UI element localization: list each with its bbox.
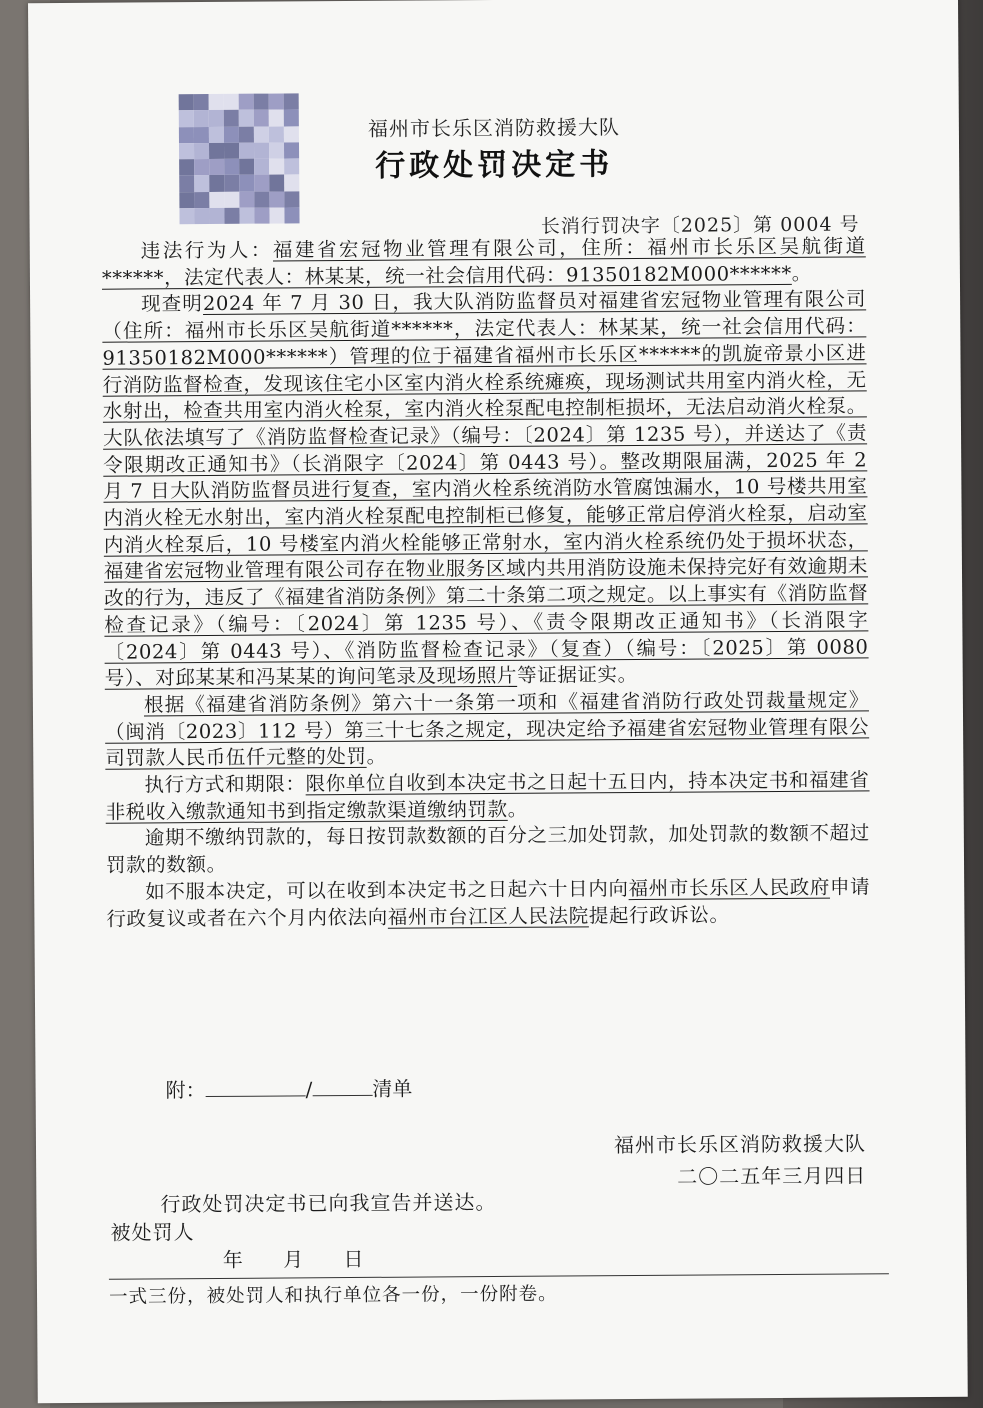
signature-agency: 福州市长乐区消防救援大队: [613, 1131, 867, 1158]
appeal-text: 如不服本决定，可以在收到本决定书之日起六十日内向: [145, 876, 629, 904]
appeal-text: 申请行政复议或者在六个月内依法向: [106, 875, 871, 931]
receipt-date: 年 月 日: [222, 1246, 364, 1272]
execution-paragraph: [105, 767, 869, 826]
findings-paragraph: [102, 287, 869, 693]
decision-text: 根据《福建省消防条例》第六十一条第一项和《福建省消防行政处罚裁量规定》（闽消〔2023〕112 号）第三十七条之规定，现决定给予福建省宏冠物业管理有限公司罚款人民币伍仟元整的处罚: [105, 688, 870, 771]
document-number: 长消行罚决字〔2025〕第 0004 号: [540, 213, 860, 238]
divider: [109, 1273, 889, 1279]
appeal-government: 福州市长乐区人民政府: [628, 875, 831, 900]
punct: 。: [507, 797, 528, 821]
attachment-suffix: 清单: [372, 1076, 413, 1101]
findings-tail: 等证据证实。: [516, 663, 638, 688]
findings-date: 2024 年 7 月 30 日: [202, 291, 393, 316]
decision-paragraph: [105, 687, 870, 772]
punct: 。: [791, 261, 812, 285]
attachment-line: [165, 1073, 412, 1104]
punct: 。: [366, 745, 387, 769]
overdue-paragraph: 逾期不缴纳罚款的，每日按罚款数额的百分之三加处罚款，加处罚款的数额不超过罚款的数额。: [105, 821, 870, 877]
attachment-blank: [206, 1077, 306, 1097]
party-details: 福建省宏冠物业管理有限公司，住所：福州市长乐区吴航街道******，法定代表人：林某某，统一社会信用代码：91350182M000******: [101, 234, 866, 290]
execution-label: 执行方式和期限：: [144, 772, 306, 797]
attachment-blank: [312, 1077, 372, 1096]
signature-date: 二〇二五年三月四日: [677, 1163, 867, 1189]
attachment-label: 附：: [165, 1078, 206, 1103]
party-paragraph: [102, 233, 866, 292]
served-statement: 行政处罚决定书已向我宣告并送达。: [160, 1190, 497, 1217]
appeal-paragraph: [106, 874, 870, 933]
findings-lead: 现查明: [141, 292, 204, 316]
penalized-party-label: 被处罚人: [110, 1220, 195, 1245]
document-title: 行政处罚决定书: [375, 147, 614, 184]
party-label: 违法行为人：: [140, 238, 273, 263]
appeal-court: 福州市台江区人民法院: [387, 903, 589, 929]
document-page: [28, 0, 968, 1403]
agency-header: 福州市长乐区消防救援大队: [367, 115, 620, 141]
attachment-separator: /: [305, 1077, 313, 1102]
appeal-text: 提起行政诉讼。: [588, 902, 730, 927]
findings-text: ，我大队消防监督员对福建省宏冠物业管理有限公司（住所：福州市长乐区吴航街道******，法定代表人：林某某，统一社会信用代码：91350182M000******）管理的位于福建省福州市长乐区******的凯旋帝景小区进行消防监督检查，发现该住宅小区室内消火栓系统瘫痪，现场测试共用室内消火栓，无水射出，检查共用室内消火栓泵，室内消火栓泵配电控制柜损坏，无法启动消火栓泵。大队依法填写了《消防监督检查记录》（编号：〔2024〕第 1235 号），并送达了《责令限期改正通知书》（长消限字〔2024〕第 0443 号）。整改期限届满，2025 年 2 月 7 日大队消防监督员进行复查，室内消火栓系统消防水管腐蚀漏水，10 号楼共用室内消火栓无水射出，室内消火栓泵配电控制柜已修复，能够正常启停消火栓泵，启动室内消火栓泵后，10 号楼室内消火栓能够正常射水，室内消火栓系统仍处于损坏状态，福建省宏冠物业管理有限公司存在物业服务区域内共用消防设施未保持完好有效逾期未改的行为，违反了《福建省消防条例》第二十条第二项之规定。以上事实有《消防监督检查记录》（编号：〔2024〕第 1235 号）、《责令限期改正通知书》（长消限字〔2024〕第 0443 号）、《消防监督检查记录》（复查）（编号：〔2025〕第 0080 号）、对邱某某和冯某某的询问笔录及现场照片: [102, 287, 869, 690]
execution-text: 限你单位自收到本决定书之日起十五日内，持本决定书和福建省非税收入缴款通知书到指定缴款渠道缴纳罚款: [105, 768, 870, 824]
footnote: 一式三份，被处罚人和执行单位各一份，一份附卷。: [108, 1283, 558, 1308]
document-body: [102, 233, 871, 933]
